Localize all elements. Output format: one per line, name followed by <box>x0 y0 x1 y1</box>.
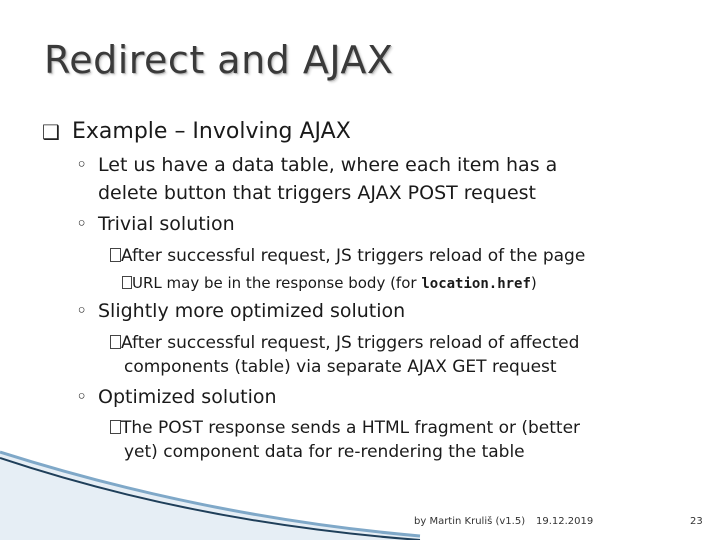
subbullet-url-close: ) <box>530 274 537 292</box>
wave-fill <box>0 452 420 540</box>
bullet-example: Example – Involving AJAX <box>72 119 351 144</box>
bullet-slightly-optimized: Slightly more optimized solution <box>98 300 406 322</box>
subbullet-post-response-text: The POST response sends a HTML fragment or (better <box>121 418 581 438</box>
bullet-trivial-solution: Trivial solution <box>98 213 235 235</box>
subbullet-reload-page-text: After successful request, JS triggers reload of the page <box>121 246 586 266</box>
bullet-data-table-cont: delete button that triggers AJAX POST request <box>98 182 536 204</box>
subbullet-reload-components-cont: components (table) via separate AJAX GET request <box>124 357 557 377</box>
slide-title: Redirect and AJAX <box>44 38 394 82</box>
subbullet-reload-components-text: After successful request, JS triggers reload of affected <box>121 333 580 353</box>
subbullet-post-response-cont: yet) component data for re-rendering the table <box>124 442 525 462</box>
footer-author: by Martin Kruliš (v1.5) <box>414 516 526 527</box>
bullet-optimized-solution: Optimized solution <box>98 386 277 408</box>
checkbox-bullet-icon <box>110 248 121 262</box>
code-location-href: location.href <box>421 276 531 292</box>
bullet-data-table: Let us have a data table, where each item has a <box>98 154 558 176</box>
level2-bullet: ◦ <box>76 386 88 408</box>
subbullet-url-text: URL may be in the response body (for <box>132 274 422 292</box>
subbullet-url-location <box>122 274 537 292</box>
footer-page-number: 23 <box>690 516 703 527</box>
checkbox-bullet-icon <box>110 335 121 349</box>
level2-bullet: ◦ <box>76 213 88 235</box>
checkbox-bullet-icon <box>122 276 132 289</box>
decorative-wave <box>0 450 720 540</box>
subbullet-reload-components <box>110 333 579 353</box>
subbullet-post-response <box>110 418 580 438</box>
level2-bullet: ◦ <box>76 154 88 176</box>
checkbox-bullet-icon <box>110 420 121 434</box>
footer-date: 19.12.2019 <box>536 516 594 527</box>
level2-bullet: ◦ <box>76 300 88 322</box>
level1-bullet: ❑ <box>42 120 60 144</box>
subbullet-reload-page <box>110 246 585 266</box>
